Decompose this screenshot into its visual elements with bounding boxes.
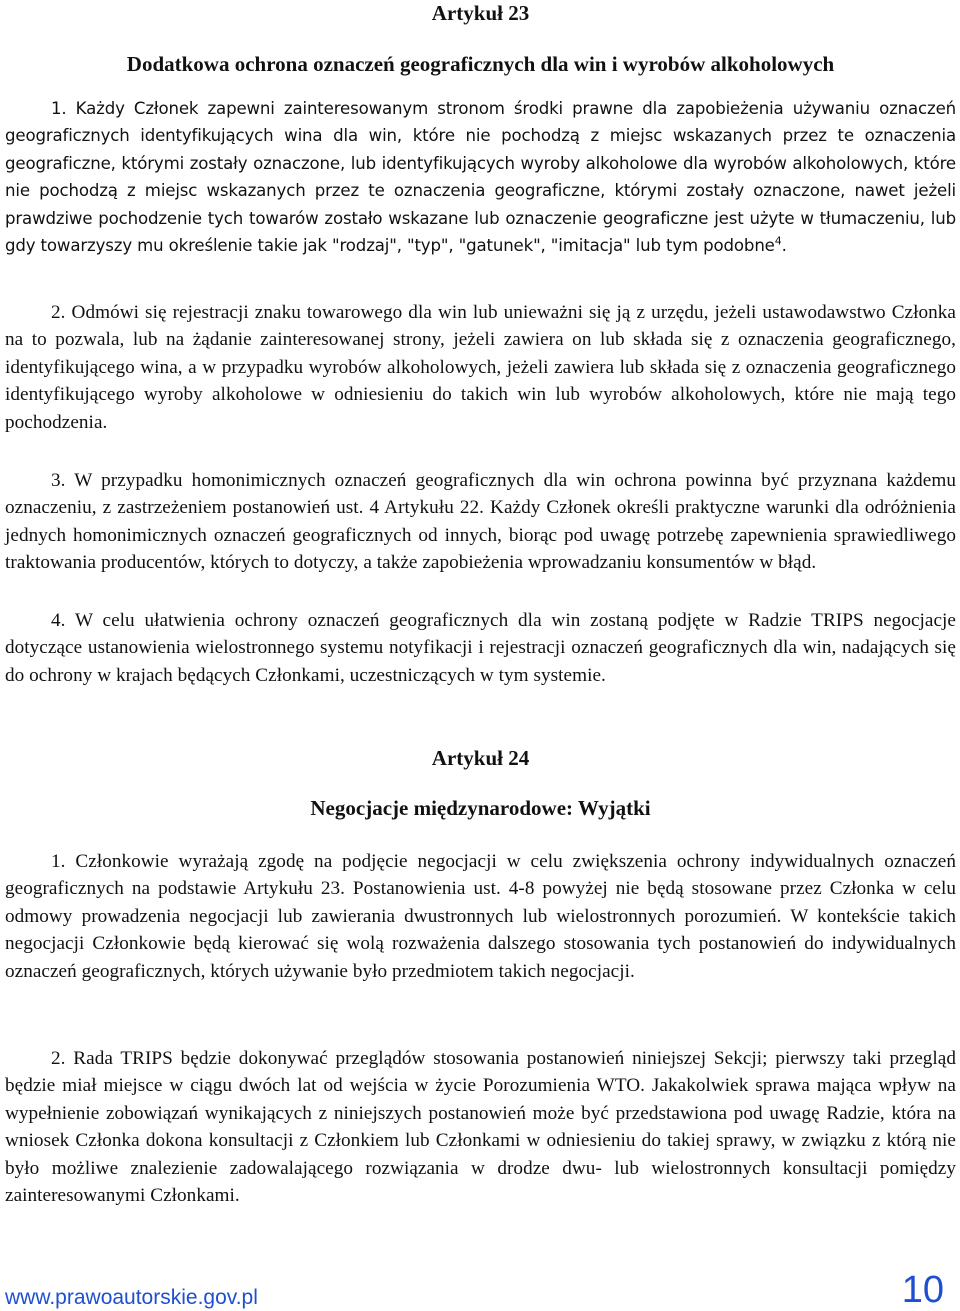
page-number: 10 <box>901 1269 944 1311</box>
article-23-paragraph-1 <box>5 95 956 259</box>
article-23-title: Artykuł 23 <box>431 1 530 25</box>
article-23-paragraph-3: 3. W przypadku homonimicznych oznaczeń geograficznych dla win ochrona powinna być przyznana każdemu oznaczeniu, z zastrzeżeniem postanowień ust. 4 Artykułu 22. Każdy Członek określi praktyczne warunki dla odróżnienia jednych homonimicznych oznaczeń geograficznych od innych, biorąc pod uwagę potrzebę zapewnienia sprawiedliwego traktowania producentów, których to dotyczy, a także zapobieżenia wprowadzaniu konsumentów w błąd. <box>5 470 956 574</box>
footnote-reference: 4 <box>774 234 782 248</box>
article-23-paragraph-2: 2. Odmówi się rejestracji znaku towarowego dla win lub unieważni się ją z urzędu, jeżeli ustawodawstwo Członka na to pozwala, lub na żądanie zainteresowanej strony, jeżeli zawiera on lub składa się z oznaczenia geograficznego, identyfikującego wina, a w przypadku wyrobów alkoholowych, jeżeli zawiera lub składa się z oznaczenia geograficznego identyfikującego wyroby alkoholowe w odniesieniu do takich win lub wyrobów alkoholowych, które nie mają tego pochodzenia. <box>5 302 956 433</box>
article-23-subtitle: Dodatkowa ochrona oznaczeń geograficznych dla win i wyrobów alkoholowych <box>126 52 835 76</box>
article-23-paragraph-1-text: 1. Każdy Członek zapewni zainteresowanym stronom środki prawne dla zapobieżenia używaniu oznaczeń geograficznych identyfikujących wina dla win, które nie pochodzą z miejsc wskazanych przez te oznaczenia geograficzne, którymi zostały oznaczone, lub identyfikujących wyroby alkoholowe dla wyrobów alkoholowych, które nie pochodzą z miejsc wskazanych przez te oznaczenia geograficzne, którymi zostały oznaczone, nawet jeżeli prawdziwe pochodzenie tych towarów zostało wskazane lub oznaczenie geograficzne jest użyte w tłumaczeniu, lub gdy towarzyszy mu określenie takie jak "rodzaj", "typ", "gatunek", "imitacja" lub tym podobne <box>5 99 956 256</box>
website-link[interactable]: www.prawoautorskie.gov.pl <box>5 1286 258 1309</box>
article-24-paragraph-1: 1. Członkowie wyrażają zgodę na podjęcie negocjacji w celu zwiększenia ochrony indywidualnych oznaczeń geograficznych na podstawie Artykułu 23. Postanowienia ust. 4-8 powyżej nie będą stosowane przez Członka w celu odmowy prowadzenia negocjacji lub zawierania dwustronnych lub wielostronnych porozumień. W kontekście takich negocjacji Członkowie będą kierować się wolą rozważenia dalszego stosowania tych postanowień do indywidualnych oznaczeń geograficznych, których używanie było przedmiotem takich negocjacji. <box>5 851 956 982</box>
article-23-paragraph-1-end: . <box>781 236 787 256</box>
article-24-subtitle: Negocjacje międzynarodowe: Wyjątki <box>310 796 651 820</box>
article-24-title: Artykuł 24 <box>431 746 530 770</box>
article-24-paragraph-2: 2. Rada TRIPS będzie dokonywać przeglądów stosowania postanowień niniejszej Sekcji; pierwszy taki przegląd będzie miał miejsce w ciągu dwóch lat od wejścia w życie Porozumienia WTO. Jakakolwiek sprawa mająca wpływ na wypełnienie zobowiązań wynikających z niniejszych postanowień może być przedstawiona pod uwagę Radzie, która na wniosek Członka dokona konsultacji z Członkiem lub Członkami w odniesieniu do takiej sprawy, w związku z którą nie było możliwe znalezienie zadowalającego rozwiązania w drodze dwu- lub wielostronnych konsultacji pomiędzy zainteresowanymi Członkami. <box>5 1048 956 1207</box>
page-footer <box>5 1270 944 1310</box>
article-23-paragraph-4: 4. W celu ułatwienia ochrony oznaczeń geograficznych dla win zostaną podjęte w Radzie TRIPS negocjacje dotyczące ustanowienia wielostronnego systemu notyfikacji i rejestracji oznaczeń geograficznych dla win, nadających się do ochrony w krajach będących Członkami, uczestniczących w tym systemie. <box>5 610 956 686</box>
